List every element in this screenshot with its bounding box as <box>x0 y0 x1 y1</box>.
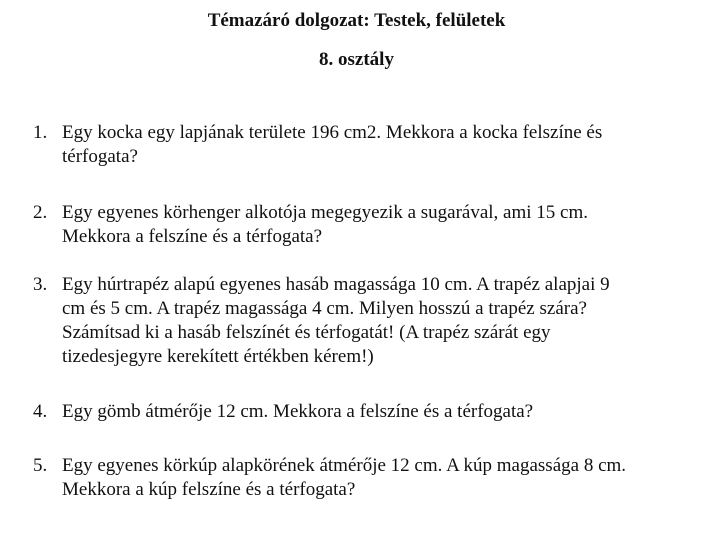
question-line: Egy egyenes körkúp alapkörének átmérője 12 cm. A kúp magassága 8 cm. <box>62 455 627 476</box>
question-line: Egy kocka egy lapjának területe 196 cm2. Mekkora a kocka felszíne és <box>62 122 603 143</box>
question-text <box>62 454 702 502</box>
question-line: Mekkora a felszíne és a térfogata? <box>62 226 323 247</box>
question-number: 5. <box>33 455 48 476</box>
question-text <box>62 121 702 169</box>
question-line: Egy gömb átmérője 12 cm. Mekkora a felszíne és a térfogata? <box>62 401 534 422</box>
question-number: 4. <box>33 401 48 422</box>
question-line: cm és 5 cm. A trapéz magassága 4 cm. Milyen hosszú a trapéz szára? <box>62 298 587 319</box>
question-number: 2. <box>33 202 48 223</box>
question-line: térfogata? <box>62 146 138 167</box>
question-line: Számítsad ki a hasáb felszínét és térfogatát! (A trapéz szárát egy <box>62 322 551 343</box>
question-text <box>62 201 702 249</box>
question-line: Egy húrtrapéz alapú egyenes hasáb magassága 10 cm. A trapéz alapjai 9 <box>62 274 610 295</box>
question-number: 3. <box>33 274 48 295</box>
question-line: tizedesjegyre kerekített értékben kérem!) <box>62 346 374 367</box>
document-title: Témazáró dolgozat: Testek, felületek <box>207 10 506 31</box>
question-text <box>62 400 702 424</box>
question-line: Egy egyenes körhenger alkotója megegyezik a sugarával, ami 15 cm. <box>62 202 588 223</box>
question-number: 1. <box>33 122 48 143</box>
document-subtitle: 8. osztály <box>319 49 394 70</box>
question-line: Mekkora a kúp felszíne és a térfogata? <box>62 479 356 500</box>
question-text <box>62 273 702 369</box>
